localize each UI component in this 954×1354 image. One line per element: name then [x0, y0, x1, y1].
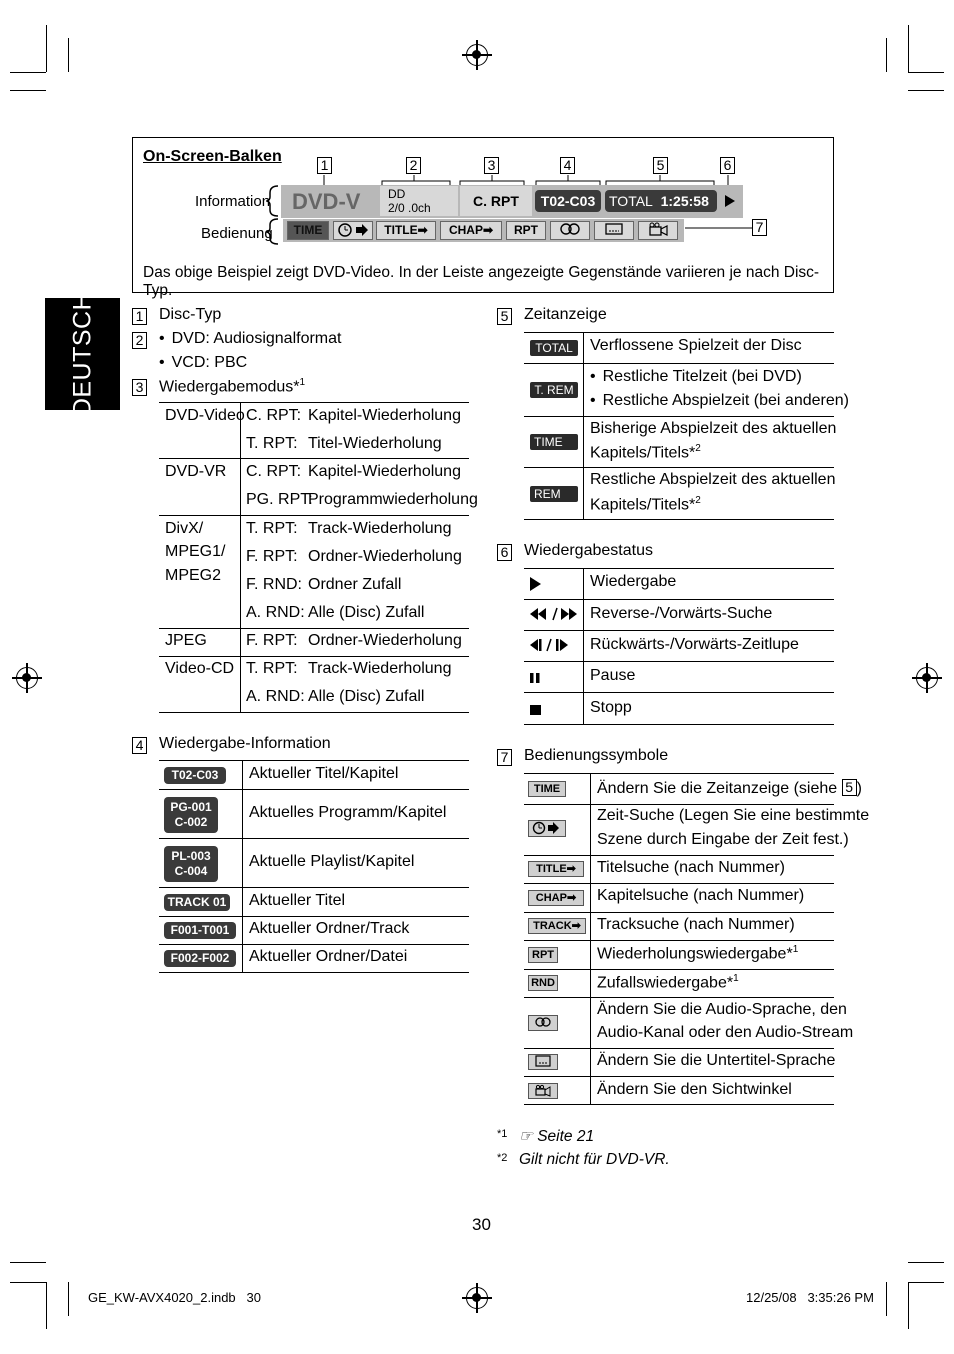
chapter-number: C-004 [174, 864, 208, 878]
disc-type: Video-CD [165, 660, 235, 677]
rule [524, 912, 834, 913]
mode-desc: Track-Wiederholung [308, 520, 452, 537]
status-desc: Pause [590, 667, 636, 684]
mode-desc: Kapitel-Wiederholung [308, 463, 461, 480]
rule [159, 515, 469, 516]
section-4-title: Wiedergabe-Information [159, 735, 331, 752]
total-time-chip [605, 190, 717, 212]
section-6-title: Wiedergabestatus [524, 542, 653, 559]
stop-icon [529, 703, 543, 717]
callout-5: 5 [653, 157, 668, 174]
rule [524, 1076, 834, 1077]
rule [524, 855, 834, 856]
time-desc: • Restliche Titelzeit (bei DVD) [590, 368, 802, 386]
footnote-1-text: Seite 21 [537, 1128, 595, 1145]
control-desc: Szene durch Eingabe der Zeit fest.) [597, 831, 849, 848]
time-button-icon: TIME [528, 781, 566, 797]
audio-channels: 2/0 .0ch [388, 201, 431, 215]
crop-mark [908, 72, 944, 73]
rule [524, 804, 834, 805]
mode-desc: Titel-Wiederholung [308, 435, 442, 452]
time-desc: • Restliche Abspielzeit (bei anderen) [590, 392, 849, 410]
title-chapter-chip: T02-C03 [535, 190, 601, 212]
rule [524, 1104, 834, 1105]
time-desc [590, 495, 701, 514]
title-button[interactable]: TITLE➡ [376, 221, 436, 240]
control-desc: Ändern Sie die Untertitel-Sprache [597, 1052, 836, 1069]
control-desc-text: Ändern Sie die Zeitanzeige (siehe [597, 780, 838, 797]
slug-file: GE_KW-AVX4020_2.indb 30 [88, 1290, 261, 1305]
repeat-button[interactable]: RPT [506, 221, 546, 240]
time-desc-line: Kapitels/Titels* [590, 496, 696, 514]
control-desc: Zeit-Suche (Legen Sie eine bestimmte [597, 807, 870, 824]
playlist-number: PL-003 [171, 849, 211, 863]
control-desc: Titelsuche (nach Nummer) [597, 859, 785, 876]
info-desc: Aktuelle Playlist/Kapitel [249, 853, 415, 870]
mode-desc: Programmwiederholung [308, 491, 478, 508]
section-7-title: Bedienungssymbole [524, 747, 669, 764]
panel-note: Das obige Beispiel zeigt DVD-Video. In der Leiste angezeigte Gegenstände variieren je nach Disc-Typ. [143, 264, 820, 299]
crop-mark [10, 1262, 46, 1263]
section-1-title: Disc-Typ [159, 306, 222, 323]
section-2-number: 2 [132, 332, 147, 349]
section-5-title: Zeitanzeige [524, 306, 607, 323]
mode-desc: Ordner-Wiederholung [308, 548, 462, 565]
angle-button[interactable] [638, 221, 678, 240]
mode-code: F. RPT: [246, 632, 298, 649]
time-desc: Restliche Abspielzeit des aktuellen [590, 471, 836, 488]
control-desc-tail: ) [856, 780, 862, 797]
info-desc: Aktueller Ordner/Datei [249, 948, 408, 965]
status-desc: Stopp [590, 699, 632, 716]
footnote-1-mark: *1 [497, 1128, 508, 1140]
registration-mark-icon [916, 667, 938, 689]
total-label: TOTAL [609, 193, 653, 209]
program-chapter-icon [164, 797, 218, 833]
registration-mark-icon [466, 1287, 488, 1309]
subtitle-icon [604, 222, 624, 236]
search-reverse-forward-icon [529, 606, 579, 622]
rule [583, 332, 584, 520]
mode-code: PG. RPT: [246, 491, 313, 508]
control-desc: Audio-Kanal oder den Audio-Stream [597, 1024, 854, 1041]
info-desc: Aktuelles Programm/Kapitel [249, 804, 447, 821]
track-icon: TRACK 01 [164, 894, 230, 911]
mode-code: T. RPT: [246, 660, 298, 677]
footnote-2-text: Gilt nicht für DVD-VR. [519, 1151, 670, 1168]
mode-code: A. RND: [246, 604, 305, 621]
footnote-1 [519, 1127, 594, 1146]
mode-code: T. RPT: [246, 520, 298, 537]
page-number: 30 [472, 1215, 491, 1234]
footnote-ref: 1 [299, 377, 306, 388]
footnote-ref: 1 [733, 973, 739, 984]
disc-type: JPEG [165, 632, 207, 649]
section-3-title-text: Wiedergabemodus* [159, 378, 300, 396]
time-button[interactable]: TIME [287, 221, 329, 240]
control-desc: Tracksuche (nach Nummer) [597, 916, 795, 933]
mode-desc: Ordner-Wiederholung [308, 632, 462, 649]
rule [159, 789, 469, 790]
rule [524, 773, 834, 774]
control-desc [597, 973, 739, 992]
status-desc: Rückwärts-/Vorwärts-Zeitlupe [590, 636, 799, 653]
mode-code: F. RND: [246, 576, 302, 593]
title-search-icon: TITLE➡ [528, 861, 584, 877]
rule [524, 940, 834, 941]
callout-2: 2 [406, 157, 421, 174]
audio-button[interactable] [550, 221, 590, 240]
disc-type: MPEG2 [165, 567, 222, 584]
rule [159, 628, 469, 629]
rule [524, 467, 834, 468]
time-icon: TIME [530, 434, 578, 450]
rule [159, 972, 469, 973]
section-3-number: 3 [132, 379, 147, 396]
play-status-icon [724, 194, 736, 208]
chapter-search-icon: CHAP➡ [528, 890, 584, 906]
rule [524, 692, 834, 693]
rule [524, 883, 834, 884]
time-desc: Bisherige Abspielzeit des aktuellen [590, 420, 837, 437]
crop-mark [908, 1282, 944, 1283]
rule [159, 402, 469, 403]
audio-icon [528, 1015, 558, 1031]
rule [524, 599, 834, 600]
callout-4: 4 [560, 157, 575, 174]
section-ref: 5 [842, 779, 857, 796]
section-6-number: 6 [497, 544, 512, 561]
panel-title: On-Screen-Balken [143, 148, 282, 165]
crop-mark [68, 1282, 69, 1316]
rule [159, 760, 469, 761]
icon-label: TITLE [536, 863, 567, 875]
info-desc: Aktueller Ordner/Track [249, 920, 410, 937]
rule [524, 332, 834, 333]
pause-icon [529, 671, 543, 685]
bracket-icon [266, 185, 280, 245]
rule [159, 916, 469, 917]
crop-mark [886, 1282, 887, 1316]
playlist-chapter-icon [164, 846, 218, 882]
reference-hand-icon: ☞ [519, 1128, 533, 1145]
section-7-number: 7 [497, 749, 512, 766]
registration-mark-icon [466, 44, 488, 66]
footnote-ref: 2 [695, 443, 701, 454]
rule [159, 712, 469, 713]
bedienung-label: Bedienung [201, 225, 273, 242]
slug-date: 12/25/08 3:35:26 PM [746, 1290, 874, 1305]
rule [524, 724, 834, 725]
rule [159, 944, 469, 945]
crop-mark [908, 1282, 909, 1329]
callout-1: 1 [317, 157, 332, 174]
crop-mark [46, 25, 47, 72]
control-desc-text: Wiederholungswiedergabe* [597, 945, 793, 963]
rule [524, 969, 834, 970]
callout-6: 6 [720, 157, 735, 174]
camera-angle-icon [647, 222, 669, 236]
crop-mark [10, 72, 46, 73]
callout-3: 3 [484, 157, 499, 174]
side-tab-label: DEUTSCH [68, 291, 97, 417]
mode-code: T. RPT: [246, 435, 298, 452]
mode-desc: Kapitel-Wiederholung [308, 407, 461, 424]
rule [583, 568, 584, 725]
rule [242, 760, 243, 972]
language-side-tab [45, 291, 120, 417]
rule [524, 997, 834, 998]
crop-mark [908, 90, 944, 91]
rule [524, 416, 834, 417]
rule [524, 363, 834, 364]
status-desc: Wiedergabe [590, 573, 677, 590]
camera-angle-icon [528, 1083, 558, 1099]
information-label: Information [195, 193, 271, 210]
title-chapter-icon: T02-C03 [164, 767, 226, 784]
icon-label: CHAP [535, 892, 567, 904]
rule [159, 458, 469, 459]
rule [159, 838, 469, 839]
slow-motion-icon [529, 637, 573, 653]
control-desc-text: Zufallswiedergabe* [597, 974, 734, 992]
track-search-icon: TRACK➡ [528, 918, 586, 934]
crop-mark [886, 38, 887, 72]
crop-mark [46, 1282, 47, 1329]
rule [159, 887, 469, 888]
crop-mark [908, 25, 909, 72]
audio-icon [558, 222, 582, 236]
section-3-title [159, 377, 305, 396]
control-desc [597, 779, 862, 798]
rule [524, 661, 834, 662]
section-2-item: • DVD: Audiosignalformat [159, 330, 341, 348]
repeat-icon: RPT [528, 947, 558, 963]
info-desc: Aktueller Titel [249, 892, 346, 909]
total-time: 1:25:58 [660, 193, 709, 209]
mode-label: C. RPT [460, 186, 532, 216]
crop-mark [908, 1262, 944, 1263]
time-search-icon [528, 820, 566, 837]
icon-label: TRACK [533, 920, 572, 932]
status-desc: Reverse-/Vorwärts-Suche [590, 605, 773, 622]
disc-type: DivX/ [165, 520, 204, 537]
control-desc: Ändern Sie den Sichtwinkel [597, 1081, 792, 1098]
mode-desc: Alle (Disc) Zufall [308, 688, 425, 705]
rule [240, 402, 241, 713]
footnote-2-mark: *2 [497, 1152, 508, 1164]
control-desc: Ändern Sie die Audio-Sprache, den [597, 1001, 847, 1018]
program-number: PG-001 [170, 800, 212, 814]
random-icon: RND [528, 975, 558, 991]
rule [524, 519, 834, 520]
section-1-number: 1 [132, 308, 147, 325]
title-label: TITLE [384, 223, 418, 237]
audio-format [380, 186, 458, 216]
time-desc [590, 443, 701, 462]
mode-code: F. RPT: [246, 548, 298, 565]
folder-file-icon: F002-F002 [164, 950, 236, 967]
section-4-number: 4 [132, 737, 147, 754]
disc-type: MPEG1/ [165, 543, 226, 560]
time-desc: Verflossene Spielzeit der Disc [590, 337, 802, 354]
dolby-digital-logo: DD [388, 187, 406, 201]
play-icon [529, 576, 543, 592]
mode-desc: Alle (Disc) Zufall [308, 604, 425, 621]
mode-desc: Ordner Zufall [308, 576, 402, 593]
rule [159, 656, 469, 657]
mode-desc: Track-Wiederholung [308, 660, 452, 677]
disc-type: DVD-Video [165, 407, 245, 424]
disc-type: DVD-VR [165, 463, 227, 480]
time-desc-line: Kapitels/Titels* [590, 444, 696, 462]
folder-track-icon: F001-T001 [164, 922, 236, 939]
chapter-label: CHAP [448, 223, 483, 237]
clock-arrow-icon [336, 222, 370, 238]
callout-7: 7 [752, 219, 767, 236]
section-2-item: • VCD: PBC [159, 354, 247, 372]
crop-mark [68, 38, 69, 72]
total-icon: TOTAL [530, 340, 578, 356]
footnote-ref: 1 [792, 944, 799, 955]
subtitle-icon [528, 1054, 558, 1070]
mode-code: C. RPT: [246, 463, 302, 480]
remain-icon: REM [530, 486, 578, 502]
chapter-button[interactable]: CHAP➡ [440, 221, 502, 240]
subtitle-button[interactable] [594, 221, 634, 240]
time-search-button[interactable] [333, 221, 373, 240]
rule [524, 630, 834, 631]
crop-mark [10, 1282, 46, 1283]
registration-mark-icon [16, 667, 38, 689]
rule [524, 568, 834, 569]
control-desc [597, 944, 798, 963]
dvd-v-label: DVD-V [292, 189, 361, 214]
control-desc: Kapitelsuche (nach Nummer) [597, 887, 805, 904]
mode-code: A. RND: [246, 688, 305, 705]
chapter-number: C-002 [174, 815, 208, 829]
info-desc: Aktueller Titel/Kapitel [249, 765, 399, 782]
section-5-number: 5 [497, 308, 512, 325]
footnote-ref: 2 [695, 495, 701, 506]
rule [590, 773, 591, 1105]
mode-code: C. RPT: [246, 407, 302, 424]
title-remain-icon: T. REM [530, 382, 578, 398]
crop-mark [10, 90, 46, 91]
rule [524, 1048, 834, 1049]
